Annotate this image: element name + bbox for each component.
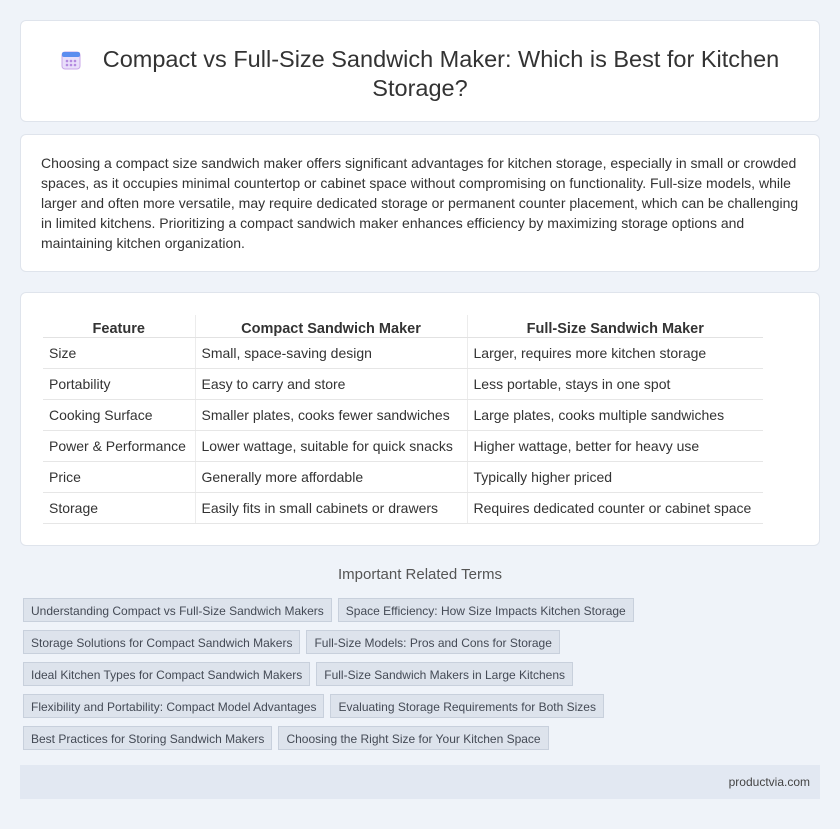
- table-row: [43, 461, 763, 492]
- comparison-card: [20, 292, 820, 546]
- table-cell: Requires dedicated counter or cabinet space: [467, 492, 763, 523]
- intro-card: [20, 134, 820, 272]
- header-feature: Feature: [43, 315, 195, 337]
- tag-row: [23, 598, 803, 630]
- tag-row: [23, 726, 803, 758]
- table-cell: Larger, requires more kitchen storage: [467, 337, 763, 368]
- table-row: [43, 492, 763, 523]
- table-cell: Lower wattage, suitable for quick snacks: [195, 430, 467, 461]
- related-term-tag[interactable]: Full-Size Sandwich Makers in Large Kitchens: [316, 662, 573, 686]
- table-cell: Large plates, cooks multiple sandwiches: [467, 399, 763, 430]
- header-full-size: Full-Size Sandwich Maker: [467, 315, 763, 337]
- table-row: [43, 430, 763, 461]
- table-header-row: [43, 315, 763, 337]
- related-term-tag[interactable]: Best Practices for Storing Sandwich Makers: [23, 726, 272, 750]
- related-term-tag[interactable]: Choosing the Right Size for Your Kitchen Space: [278, 726, 548, 750]
- table-cell: Power & Performance: [43, 430, 195, 461]
- table-row: [43, 368, 763, 399]
- tag-row: [23, 630, 803, 662]
- tag-row: [23, 662, 803, 694]
- related-term-tag[interactable]: Full-Size Models: Pros and Cons for Storage: [306, 630, 559, 654]
- source-link[interactable]: productvia.com: [728, 775, 810, 789]
- table-cell: Portability: [43, 368, 195, 399]
- related-term-tag[interactable]: Ideal Kitchen Types for Compact Sandwich Makers: [23, 662, 310, 686]
- intro-paragraph: Choosing a compact size sandwich maker offers significant advantages for kitchen storage, especially in small or crowded spaces, as it occupies minimal countertop or cabinet space without compromising on functionality. Full-size models, while larger and often more versatile, may require dedicated storage or permanent counter placement, which can be challenging in limited kitchens. Prioritizing a compact sandwich maker enhances efficiency by maximizing storage options and maintaining kitchen organization.: [41, 155, 799, 251]
- title-line-1: Compact vs Full-Size Sandwich Maker: Which is Best for Kitchen: [102, 46, 780, 72]
- table-cell: Higher wattage, better for heavy use: [467, 430, 763, 461]
- table-cell: Easy to carry and store: [195, 368, 467, 399]
- table-cell: Size: [43, 337, 195, 368]
- related-term-tag[interactable]: Storage Solutions for Compact Sandwich Makers: [23, 630, 300, 654]
- related-term-tag[interactable]: Understanding Compact vs Full-Size Sandwich Makers: [23, 598, 332, 622]
- table-cell: Easily fits in small cabinets or drawers: [195, 492, 467, 523]
- table-cell: Generally more affordable: [195, 461, 467, 492]
- table-cell: Storage: [43, 492, 195, 523]
- table-row: [43, 399, 763, 430]
- table-cell: Smaller plates, cooks fewer sandwiches: [195, 399, 467, 430]
- related-terms-list: [23, 598, 803, 758]
- table-row: [43, 337, 763, 368]
- header-card: [20, 20, 820, 122]
- table-cell: Typically higher priced: [467, 461, 763, 492]
- table-cell: Less portable, stays in one spot: [467, 368, 763, 399]
- comparison-table: [43, 315, 763, 524]
- related-term-tag[interactable]: Flexibility and Portability: Compact Model Advantages: [23, 694, 324, 718]
- page-title: [21, 45, 819, 103]
- related-term-tag[interactable]: Space Efficiency: How Size Impacts Kitchen Storage: [338, 598, 634, 622]
- table-cell: Price: [43, 461, 195, 492]
- table-cell: Small, space-saving design: [195, 337, 467, 368]
- related-term-tag[interactable]: Evaluating Storage Requirements for Both Sizes: [330, 694, 603, 718]
- related-terms-title: Important Related Terms: [338, 566, 502, 583]
- tag-row: [23, 694, 803, 726]
- calendar-icon: [61, 50, 81, 70]
- header-compact: Compact Sandwich Maker: [195, 315, 467, 337]
- title-line-2: Storage?: [372, 75, 468, 101]
- table-cell: Cooking Surface: [43, 399, 195, 430]
- footer-bar: [20, 765, 820, 799]
